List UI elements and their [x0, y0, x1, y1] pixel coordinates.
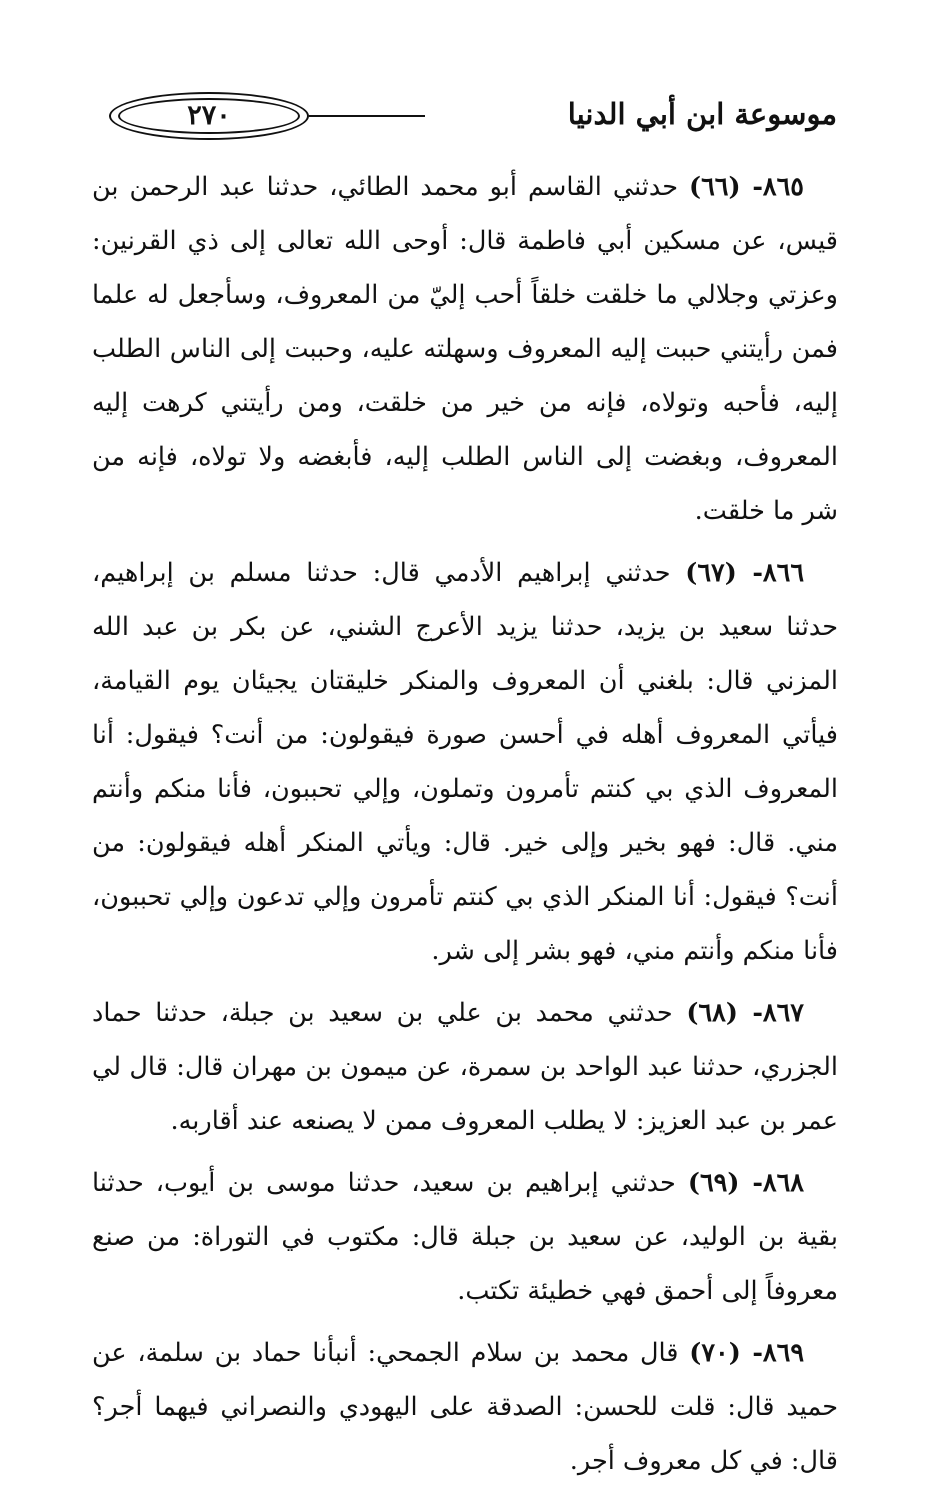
entry-text: حدثني إبراهيم الأدمي قال: حدثنا مسلم بن إبراهيم، حدثنا سعيد بن يزيد، حدثنا يزيد الأعرج الشني، عن بكر بن عبد الله المزني قال: بلغني أن المعروف والمنكر خليقتان يجيئان يوم القيامة، فيأتي المعروف أهله في أحسن صورة فيقولون: من أنت؟ فيقول: أنا المعروف الذي بي كنتم تأمرون وتملون، وإلي تحببون، فأنا منكم وأنتم مني. قال: فهو بخير وإلى خير. قال: ويأتي المنكر أهله فيقولون: من أنت؟ فيقول: أنا المنكر الذي بي كنتم تأمرون وإلي تدعون وإلي تحببون، فأنا منكم وأنتم مني، فهو بشر إلى شر. [92, 558, 838, 966]
hadith-entry [92, 546, 838, 978]
entry-number: ٨٦٥- (٦٦) [689, 172, 804, 202]
header-rule [309, 115, 425, 117]
entry-text: قال محمد بن سلام الجمحي: أنبأنا حماد بن سلمة، عن حميد قال: قلت للحسن: الصدقة على اليهودي والنصراني فيهما أجر؟ قال: في كل معروف أجر. [92, 1338, 838, 1476]
entry-number: ٨٦٨- (٦٩) [687, 1168, 804, 1198]
entry-number: ٨٦٧- (٦٨) [686, 998, 804, 1028]
page-body [92, 160, 838, 1496]
page-number-oval [109, 92, 309, 140]
hadith-entry [92, 160, 838, 538]
page-header [95, 88, 841, 150]
page-number: ٢٧٠ [187, 100, 231, 131]
entry-text: حدثني محمد بن علي بن سعيد بن جبلة، حدثنا حماد الجزري، حدثنا عبد الواحد بن سمرة، عن ميمون بن مهران قال: قال لي عمر بن عبد العزيز: لا يطلب المعروف ممن لا يصنعه عند أقاربه. [92, 998, 838, 1136]
book-title: موسوعة ابن أبي الدنيا [567, 97, 837, 131]
entry-number: ٨٦٦- (٦٧) [685, 558, 805, 588]
entry-text: حدثني إبراهيم بن سعيد، حدثنا موسى بن أيوب، حدثنا بقية بن الوليد، عن سعيد بن جبلة قال: مكتوب في التوراة: من صنع معروفاً إلى أحمق فهي خطيئة تكتب. [92, 1168, 838, 1306]
hadith-entry [92, 1326, 838, 1488]
entry-text: حدثني القاسم أبو محمد الطائي، حدثنا عبد الرحمن بن قيس، عن مسكين أبي فاطمة قال: أوحى الله تعالى إلى ذي القرنين: وعزتي وجلالي ما خلقت خلقاً أحب إليّ من المعروف، وسأجعل له علما فمن رأيتني حببت إليه المعروف وسهلته عليه، وحببت إلى الناس الطلب إليه، فأحبه وتولاه، فإنه من خير من خلقت، ومن رأيتني كرهت إليه المعروف، وبغضت إلى الناس الطلب إليه، فأبغضه ولا تولاه، فإنه من شر ما خلقت. [92, 172, 838, 526]
hadith-entry [92, 1156, 838, 1318]
entry-number: ٨٦٩- (٧٠) [689, 1338, 805, 1368]
hadith-entry [92, 986, 838, 1148]
